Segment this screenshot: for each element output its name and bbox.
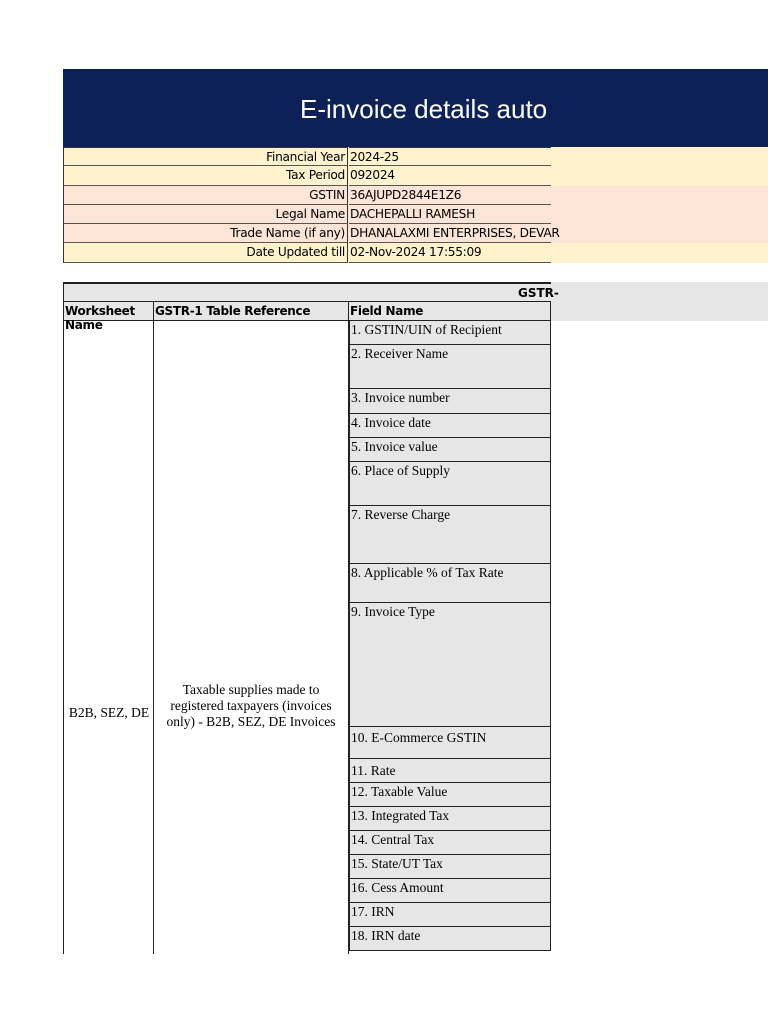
info-block [63, 147, 768, 263]
info-label: Date Updated till [63, 243, 348, 262]
table-body [63, 321, 551, 954]
title-banner [63, 69, 768, 147]
table-reference: Taxable supplies made to registered taxpayers (invoices only) - B2B, SEZ, DE Invoices [166, 682, 336, 729]
table-reference-cell[interactable] [154, 321, 349, 954]
info-row-gstin [63, 186, 768, 205]
section-title: GSTR- [518, 286, 559, 300]
field-cell[interactable]: 13. Integrated Tax [349, 807, 551, 831]
field-cell[interactable]: 7. Reverse Charge [349, 506, 551, 564]
info-value[interactable]: 02-Nov-2024 17:55:09 [349, 243, 551, 262]
section-header-row [63, 282, 768, 301]
header-table-reference[interactable]: GSTR-1 Table Reference [154, 301, 349, 321]
field-list [349, 321, 551, 951]
info-row-trade-name [63, 224, 768, 243]
info-extension [551, 224, 768, 243]
field-cell[interactable]: 18. IRN date [349, 927, 551, 951]
field-cell[interactable]: 9. Invoice Type [349, 603, 551, 727]
field-cell[interactable]: 17. IRN [349, 903, 551, 927]
info-label: Financial Year [63, 147, 348, 166]
info-extension [551, 243, 768, 262]
header-worksheet-name[interactable]: Worksheet Name [63, 301, 154, 321]
field-cell[interactable]: 15. State/UT Tax [349, 855, 551, 879]
info-label: Tax Period [63, 166, 348, 185]
header-field-name[interactable]: Field Name [349, 301, 551, 321]
info-value[interactable]: 092024 [349, 166, 551, 185]
field-cell[interactable]: 12. Taxable Value [349, 783, 551, 807]
info-extension [551, 186, 768, 205]
page-title: E-invoice details auto [300, 94, 548, 124]
info-row-legal-name [63, 205, 768, 224]
info-label: Legal Name [63, 205, 348, 224]
field-cell[interactable]: 1. GSTIN/UIN of Recipient [349, 321, 551, 345]
field-cell[interactable]: 10. E-Commerce GSTIN [349, 727, 551, 759]
info-row-date-updated [63, 243, 768, 262]
worksheet-name-cell[interactable] [63, 321, 154, 954]
field-cell[interactable]: 11. Rate [349, 759, 551, 783]
field-cell[interactable]: 8. Applicable % of Tax Rate [349, 564, 551, 603]
info-value[interactable]: DACHEPALLI RAMESH [349, 205, 551, 224]
info-label: GSTIN [63, 186, 348, 205]
info-row-financial-year [63, 147, 768, 166]
field-cell[interactable]: 2. Receiver Name [349, 345, 551, 389]
info-row-tax-period [63, 166, 768, 185]
field-cell[interactable]: 14. Central Tax [349, 831, 551, 855]
info-value[interactable]: 2024-25 [349, 147, 551, 166]
field-cell[interactable]: 5. Invoice value [349, 438, 551, 462]
field-cell[interactable]: 4. Invoice date [349, 414, 551, 438]
field-cell[interactable]: 6. Place of Supply [349, 462, 551, 506]
worksheet-name: B2B, SEZ, DE [68, 705, 150, 720]
info-value[interactable]: 36AJUPD2844E1Z6 [349, 186, 551, 205]
info-value[interactable]: DHANALAXMI ENTERPRISES, DEVAR [349, 224, 551, 243]
info-label: Trade Name (if any) [63, 224, 348, 243]
info-extension [551, 205, 768, 224]
info-extension [551, 147, 768, 166]
info-extension [551, 166, 768, 185]
field-cell[interactable]: 3. Invoice number [349, 389, 551, 414]
field-cell[interactable]: 16. Cess Amount [349, 879, 551, 903]
